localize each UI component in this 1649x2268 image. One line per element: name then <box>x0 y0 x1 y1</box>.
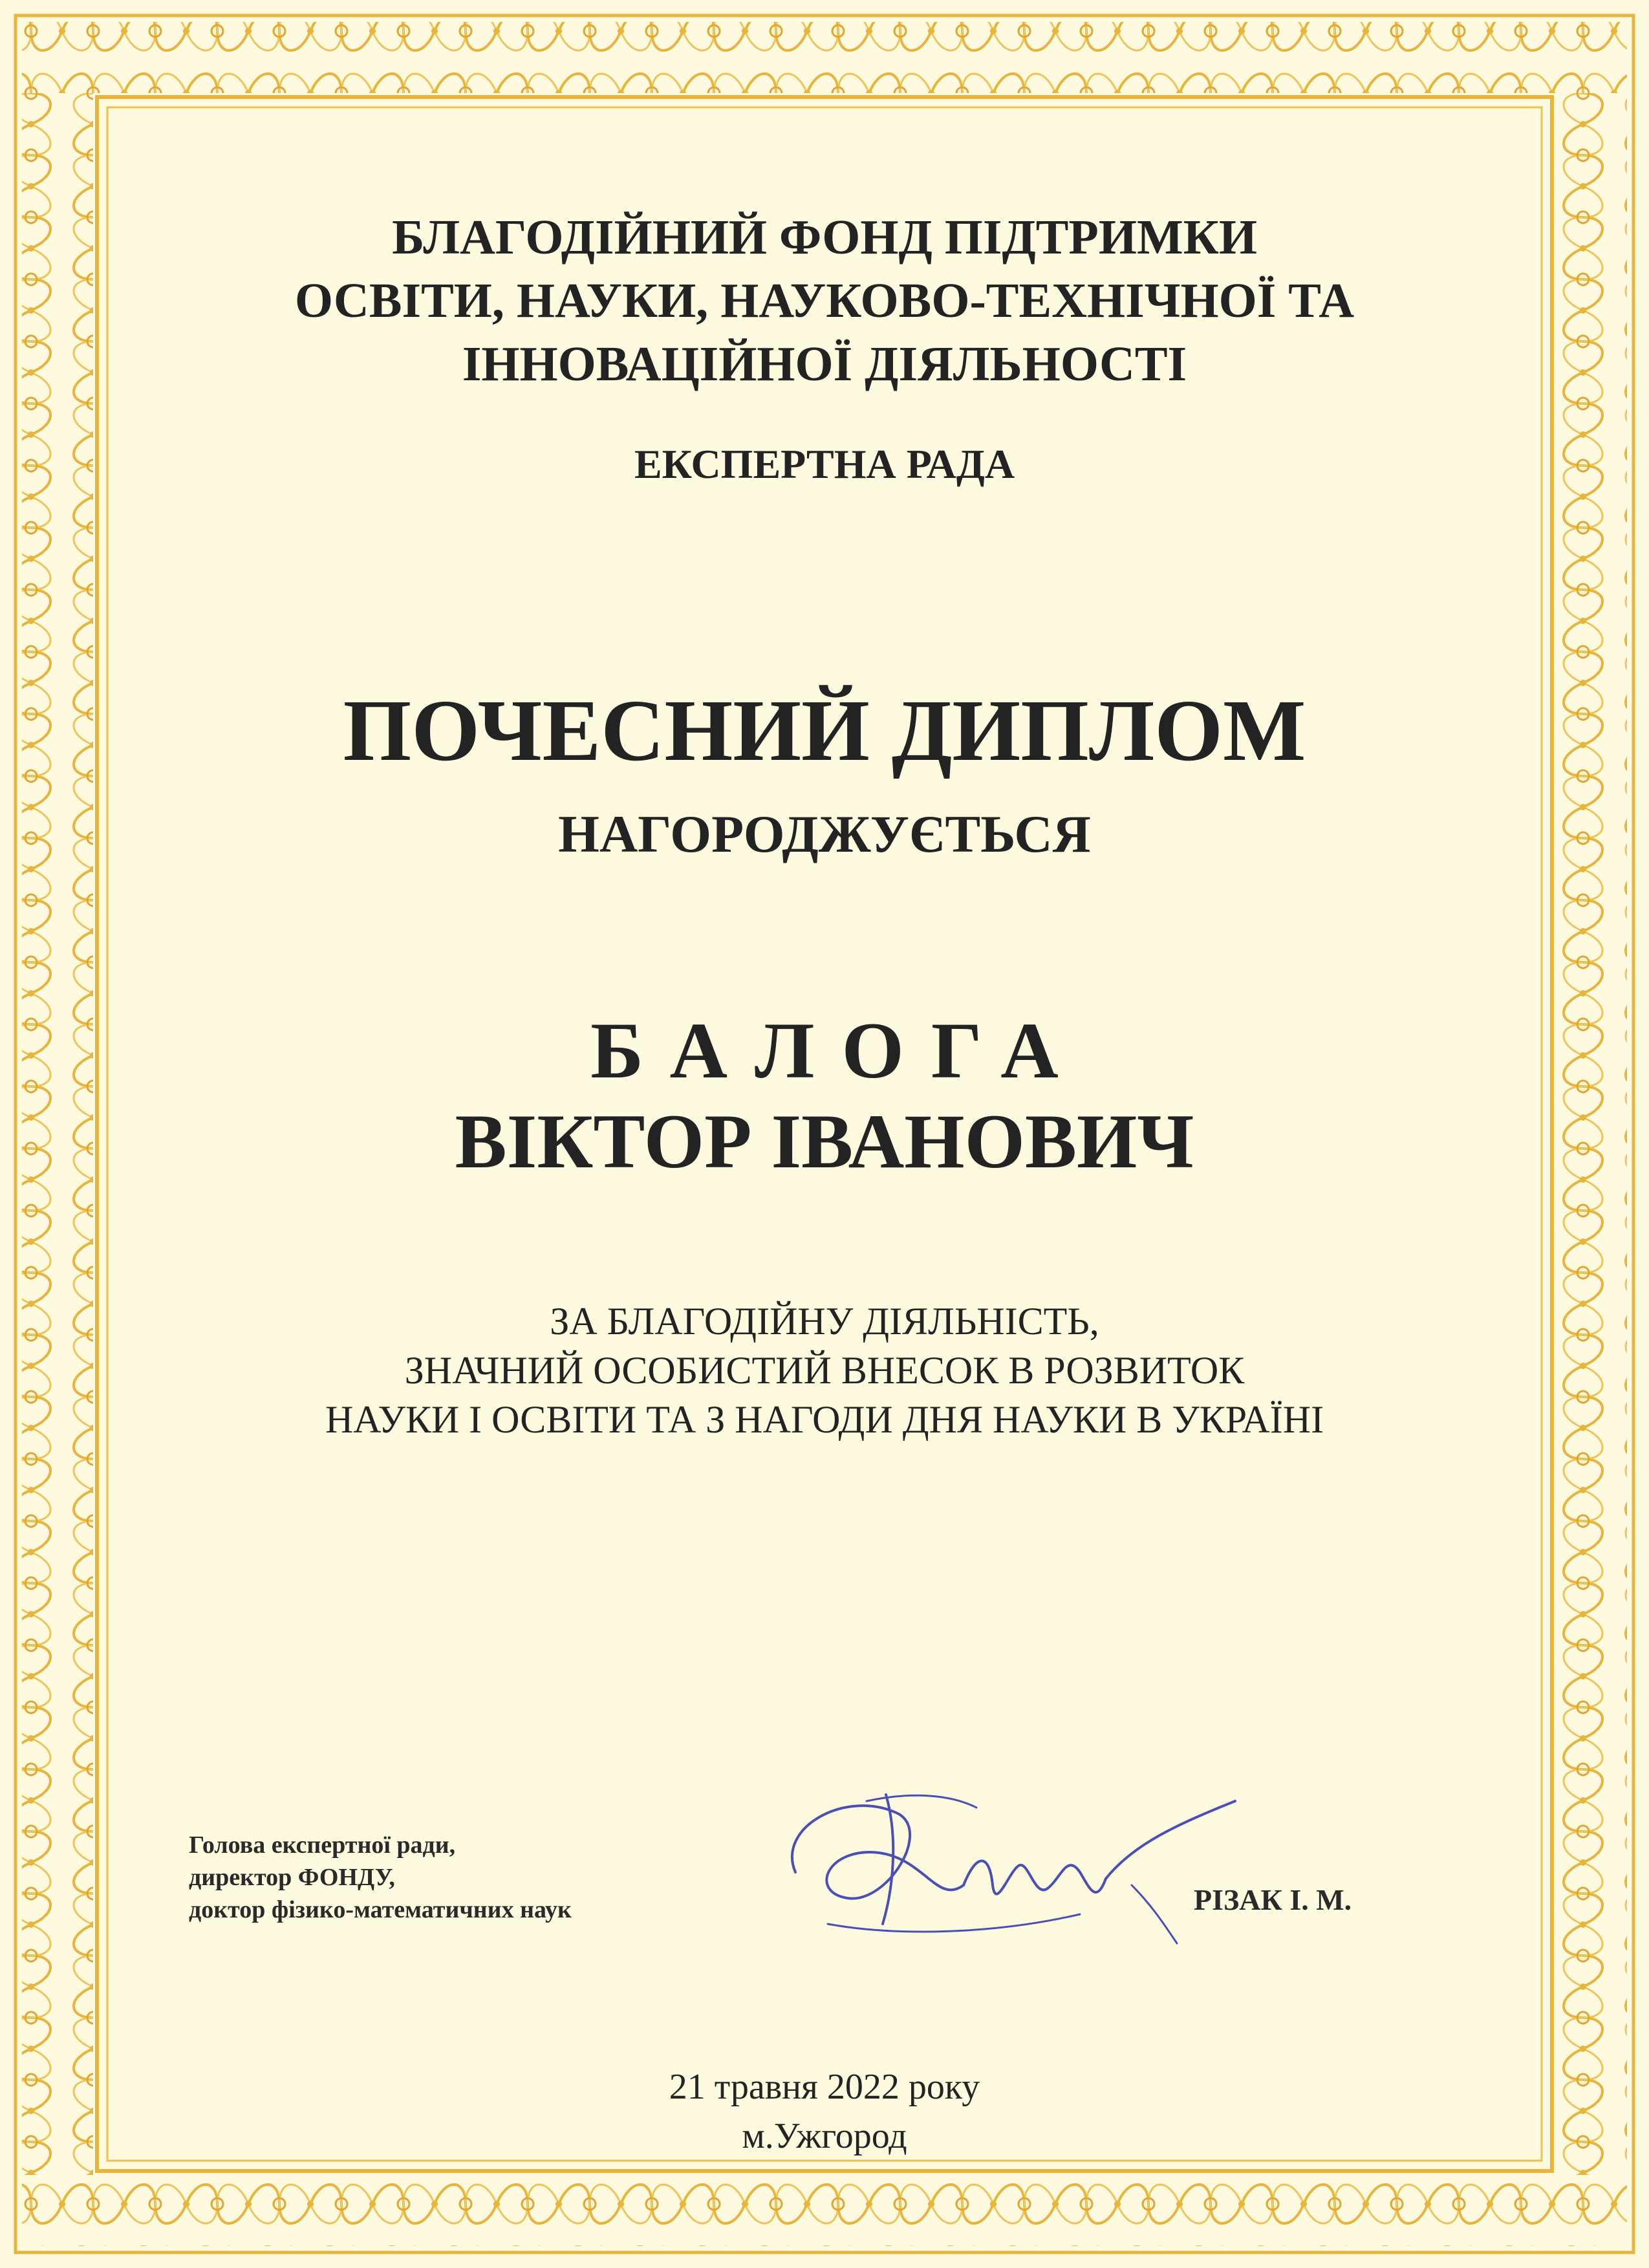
signer-position-line-2: директор ФОНДУ, <box>189 1864 395 1891</box>
organization-line-2: ОСВІТИ, НАУКИ, НАУКОВО-ТЕХНІЧНОЇ ТА <box>294 274 1355 328</box>
signer-position-line-3: доктор фізико-математичних наук <box>189 1896 572 1923</box>
issue-date: 21 травня 2022 року <box>669 2067 980 2107</box>
award-reason-line-1: ЗА БЛАГОДІЙНУ ДІЯЛЬНІСТЬ, <box>550 1300 1099 1343</box>
signer-name: РІЗАК І. М. <box>1194 1883 1352 1916</box>
organization-line-1: БЛАГОДІЙНИЙ ФОНД ПІДТРИМКИ <box>392 210 1257 265</box>
signer-position-line-1: Голова експертної ради, <box>189 1831 456 1859</box>
organization-line-3: ІННОВАЦІЙНОЇ ДІЯЛЬНОСТІ <box>462 337 1187 391</box>
handwritten-signature <box>770 1775 1261 1969</box>
diploma-title: ПОЧЕСНИЙ ДИПЛОМ <box>343 682 1306 779</box>
award-reason <box>0 1297 1649 1444</box>
organization-name <box>0 206 1649 396</box>
issue-city: м.Ужгород <box>742 2116 907 2156</box>
expert-council-heading: ЕКСПЕРТНА РАДА <box>634 441 1015 487</box>
recipient-name: ВІКТОР ІВАНОВИЧ <box>455 1098 1194 1184</box>
award-reason-line-3: НАУКИ І ОСВІТИ ТА З НАГОДИ ДНЯ НАУКИ В УКРАЇНІ <box>325 1398 1324 1441</box>
award-reason-line-2: ЗНАЧНИЙ ОСОБИСТИЙ ВНЕСОК В РОЗВИТОК <box>404 1349 1245 1392</box>
awarded-label: НАГОРОДЖУЄТЬСЯ <box>558 805 1091 863</box>
recipient-surname: БАЛОГА <box>590 1006 1086 1095</box>
signer-position <box>189 1829 572 1926</box>
